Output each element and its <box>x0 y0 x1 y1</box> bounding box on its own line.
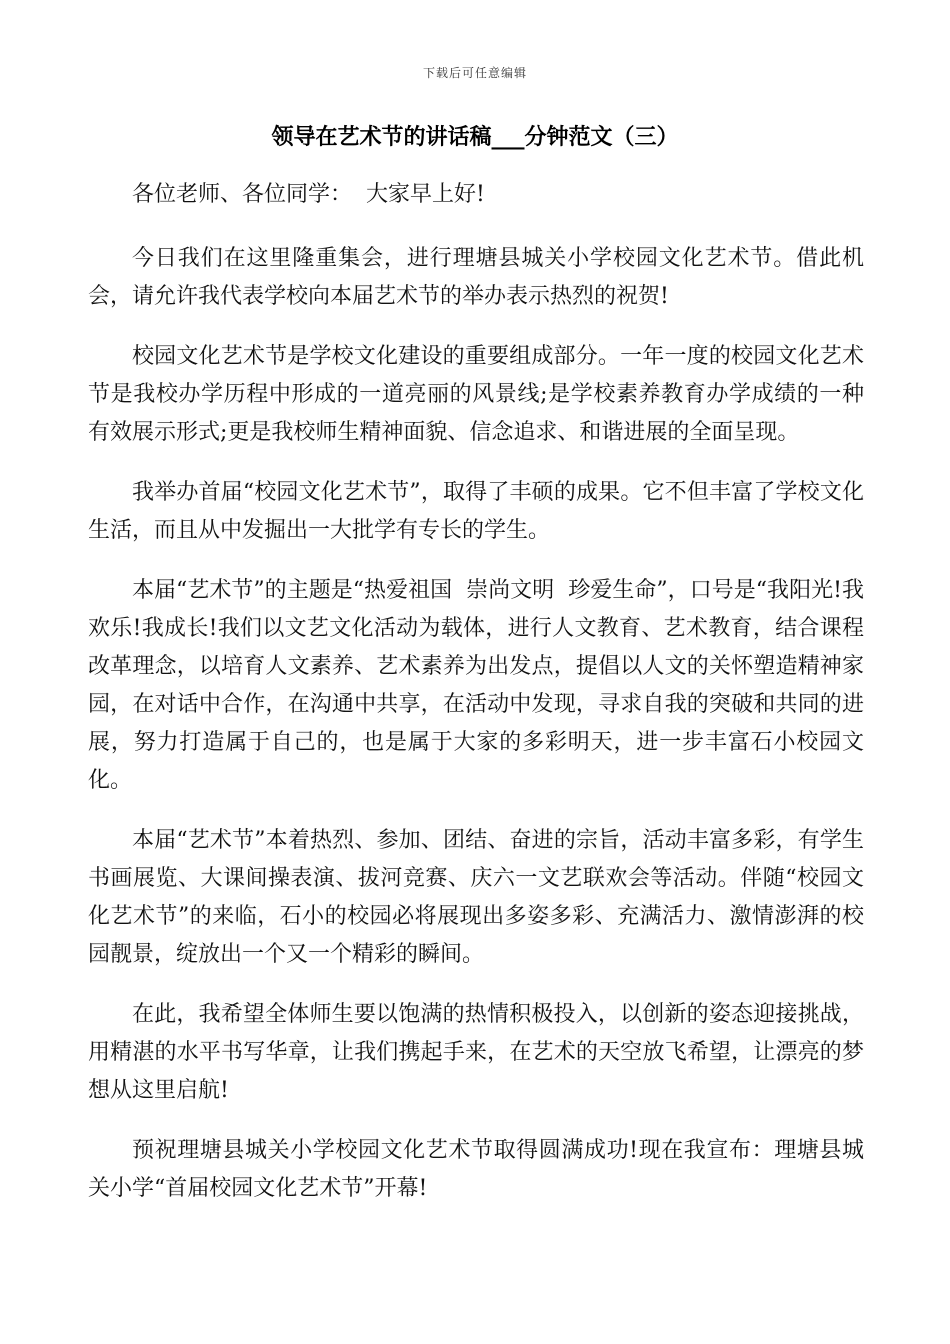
body-paragraph: 在此，我希望全体师生要以饱满的热情积极投入，以创新的姿态迎接挑战，用精湛的水平书写华章，让我们携起手来，在艺术的天空放飞希望，让漂亮的梦想从这里启航! <box>88 1002 864 1103</box>
closing-paragraph: 预祝理塘县城关小学校园文化艺术节取得圆满成功!现在我宣布：理塘县城关小学“首届校园文化艺术节”开幕! <box>88 1138 864 1201</box>
body-paragraph: 本届“艺术节”的主题是“热爱祖国 崇尚文明 珍爱生命”，口号是“我阳光!我欢乐!我成长!我们以文艺文化活动为载体，进行人文教育、艺术教育，结合课程改革理念，以培育人文素养、艺术素养为出发点，提倡以人文的关怀塑造精神家园，在对话中合作，在沟通中共享，在活动中发现，寻求自我的突破和共同的进展，努力打造属于自己的，也是属于大家的多彩明天，进一步丰富石小校园文化。 <box>88 578 864 793</box>
body-paragraph: 今日我们在这里隆重集会，进行理塘县城关小学校园文化艺术节。借此机会，请允许我代表学校向本届艺术节的举办表示热烈的祝贺! <box>88 246 864 309</box>
document-body <box>88 176 864 1230</box>
header-note: 下载后可任意编辑 <box>422 66 527 80</box>
document-title: 领导在艺术节的讲话稿___分钟范文（三） <box>271 124 679 150</box>
body-paragraph: 我举办首届“校园文化艺术节”，取得了丰硕的成果。它不但丰富了学校文化生活，而且从中发掘出一大批学有专长的学生。 <box>88 480 864 543</box>
body-paragraph: 校园文化艺术节是学校文化建设的重要组成部分。一年一度的校园文化艺术节是我校办学历程中形成的一道亮丽的风景线;是学校素养教育办学成绩的一种有效展示形式;更是我校师生精神面貌、信念追求、和谐进展的全面呈现。 <box>88 344 864 445</box>
body-paragraph: 本届“艺术节”本着热烈、参加、团结、奋进的宗旨，活动丰富多彩，有学生书画展览、大课间操表演、拔河竞赛、庆六一文艺联欢会等活动。伴随“校园文化艺术节”的来临，石小的校园必将展现出多姿多彩、充满活力、激情澎湃的校园靓景，绽放出一个又一个精彩的瞬间。 <box>88 828 864 967</box>
salutation-paragraph: 各位老师、各位同学： 大家早上好! <box>132 182 485 207</box>
